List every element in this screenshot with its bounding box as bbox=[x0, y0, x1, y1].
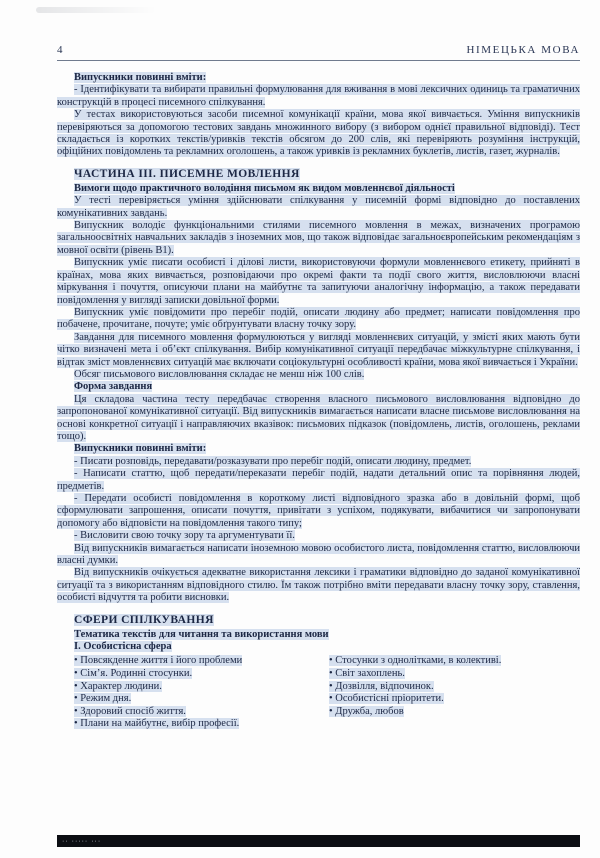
bullet-item: • Плани на майбутнє, вибір професії. bbox=[74, 718, 240, 730]
page-body bbox=[57, 44, 580, 731]
bullet-item: • Особистісні пріоритети. bbox=[329, 693, 444, 705]
paragraph: Від випускників очікується адекватне використання лексики і граматики відповідно до заданої комунікативної ситуації та з використанням відповідного стилю. Їм також потрібно вміти передавати власну точку зору, ставлення, особисті відчуття та робити висновки. bbox=[57, 567, 580, 604]
section-heading-spheres: СФЕРИ СПІЛКУВАННЯ bbox=[74, 613, 214, 626]
list-item: - Написати статтю, щоб передати/переказати перебіг подій, надати детальний опис та порівняння людей, предметів. bbox=[57, 468, 580, 492]
section-heading-part3: ЧАСТИНА ІІІ. ПИСЕМНЕ МОВЛЕННЯ bbox=[74, 167, 300, 180]
bullet-column-left bbox=[57, 655, 329, 731]
header-rule bbox=[57, 60, 580, 61]
scan-artifact bbox=[36, 7, 156, 13]
bullet-item: • Дружба, любов bbox=[329, 705, 404, 717]
page-header bbox=[57, 44, 580, 60]
bullet-columns bbox=[57, 655, 580, 731]
footer-bar bbox=[57, 835, 580, 847]
page-number: 4 bbox=[57, 44, 63, 56]
subheading-personal-sphere: І. Особистісна сфера bbox=[74, 641, 172, 653]
paragraph: У тестах використовуються засоби писемної комунікації країни, мова якої вивчається. Уміння випускників перевіряються за допомогою тестових завдань множинного вибору (з вибором однієї правильної відповіді). Тест складається із коротких текстів/уривків текстів обсягом до 200 слів, які перевіряють розуміння інструкцій, офіційних повідомлень та рекламних оголошень, а також уривків із рекламних буклетів, листів, газет, журналів. bbox=[57, 109, 580, 158]
subheading-must-be-able: Випускники повинні вміти: bbox=[74, 443, 207, 455]
paragraph: Випускник уміє повідомити про перебіг подій, описати людину або предмет; написати повідомлення про побачене, прочитане, почуте; уміє обґрунтувати власну точку зору. bbox=[57, 306, 580, 331]
paragraph: Випускник володіє функціональними стилями писемного мовлення в межах, визначених програмою загальноосвітніх навчальних закладів з іноземних мов, що також відповідає загальноєвропейським рекомендаціям з мовної освіти (рівень В1). bbox=[57, 220, 580, 256]
bullet-item: • Стосунки з однолітками, в колективі. bbox=[329, 655, 502, 667]
list-item: - Передати особисті повідомлення в короткому листі відповідного зразка або в довільній формі, щоб сформулювати запрошення, описати почуття, привітати з успіхом, подякувати, вибачитися чи запропонувати допомогу або відповісти на повідомлення такого типу; bbox=[57, 493, 580, 529]
list-item: - Висловити свою точку зору та аргументувати її. bbox=[74, 530, 295, 542]
paragraph: Ця складова частина тесту передбачає створення власного письмового висловлювання відповідно до запропонованої комунікативної ситуації. Від випускників вимагається написати власне письмове висловлювання на основі конкретної ситуації і направляючих вказівок: письмових підказок (повідомлень, листів, оголошень, реклами тощо). bbox=[57, 393, 580, 442]
bullet-item: • Здоровий спосіб життя. bbox=[74, 705, 186, 717]
footer-text: ·· ····· ··· bbox=[62, 837, 102, 845]
paragraph: Обсяг письмового висловлювання складає не менш ніж 100 слів. bbox=[74, 368, 365, 380]
subheading-requirements: Вимоги щодо практичного володіння письмом як видом мовленнєвої діяльності bbox=[74, 182, 455, 194]
bullet-item: • Характер людини. bbox=[74, 680, 162, 692]
intro-lead: Випускники повинні вміти: bbox=[74, 72, 207, 83]
paragraph: - Ідентифікувати та вибирати правильні формулювання для вживання в мові лексичних одиниць та граматичних конструкцій в процесі писемного спілкування. bbox=[57, 84, 580, 108]
bullet-item: • Режим дня. bbox=[74, 693, 132, 705]
bullet-item: • Сім’я. Родинні стосунки. bbox=[74, 668, 193, 680]
paragraph: Від випускників вимагається написати іноземною мовою особистого листа, повідомлення статтю, висловлюючи власні думки. bbox=[57, 542, 580, 567]
paragraph: Випускник уміє писати особисті і ділові листи, використовуючи формули мовленнєвого етикету, прийняті в країнах, мова яких вивчається, розповідаючи про окремі факти та події свого життя, висловлюючи власні міркування і почуття, описуючи плани на майбутнє та запитуючи аналогічну інформацію, а також передавати повідомлення у вигляді записки довільної форми. bbox=[57, 257, 580, 306]
bullet-item: • Світ захоплень. bbox=[329, 668, 405, 680]
paragraph: Завдання для писемного мовлення формулюються у вигляді мовленнєвих ситуацій, у змісті яких мають бути чітко визначені мета і об’єкт спілкування. Вибір комунікативної ситуації передбачає міжкультурне спілкування, і відтак зміст мовленнєвих ситуацій має включати соціокультурні особливості країни, мова якої вивчається і України. bbox=[57, 331, 580, 368]
paragraph: У тесті перевіряється уміння здійснювати спілкування у писемній формі відповідно до поставлених комунікативних завдань. bbox=[57, 195, 580, 219]
bullet-column-right bbox=[329, 655, 580, 731]
running-title: НІМЕЦЬКА МОВА bbox=[466, 44, 580, 56]
bullet-item: • Дозвілля, відпочинок. bbox=[329, 680, 434, 692]
list-item: - Писати розповідь, передавати/розказувати про перебіг подій, описати людину, предмет. bbox=[74, 455, 472, 467]
subheading-topics: Тематика текстів для читання та використання мови bbox=[74, 628, 329, 640]
subheading-task-form: Форма завдання bbox=[74, 381, 153, 393]
page-content bbox=[57, 72, 580, 731]
bullet-item: • Повсякденне життя і його проблеми bbox=[74, 655, 243, 667]
